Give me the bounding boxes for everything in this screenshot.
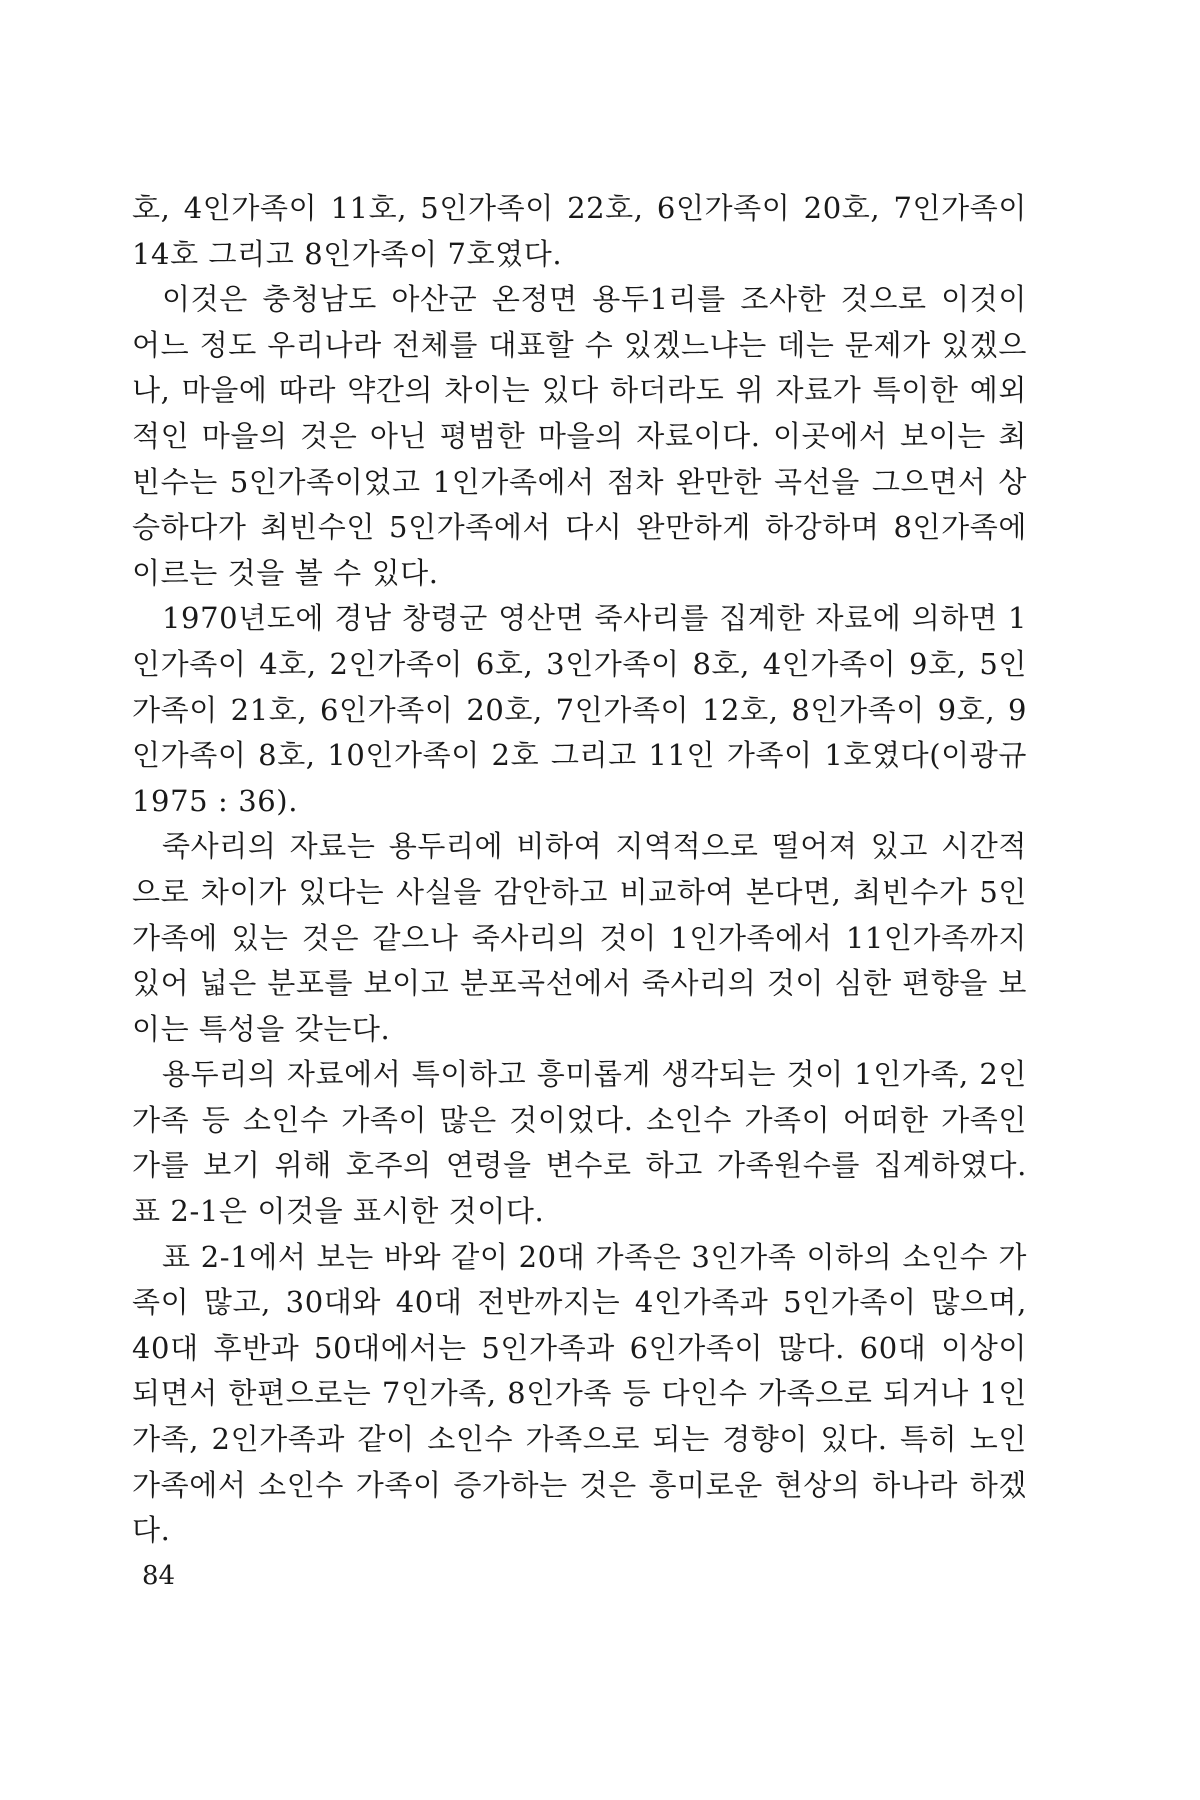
paragraph-4: 죽사리의 자료는 용두리에 비하여 지역적으로 떨어져 있고 시간적으로 차이가 있다는 사실을 감안하고 비교하여 본다면, 최빈수가 5인가족에 있는 것은 같으나 죽사리의 것이 1인가족에서 11인가족까지 있어 넓은 분포를 보이고 분포곡선에서 죽사리의 것이 심한 편향을 보이는 특성을 갖는다. bbox=[132, 829, 1027, 1046]
paragraph-3: 1970년도에 경남 창령군 영산면 죽사리를 집계한 자료에 의하면 1인가족이 4호, 2인가족이 6호, 3인가족이 8호, 4인가족이 9호, 5인가족이 21호, 6인가족이 20호, 7인가족이 12호, 8인가족이 9호, 9인가족이 8호, 10인가족이 2호 그리고 11인 가족이 1호였다(이광규 1975 : 36). bbox=[132, 601, 1027, 818]
paragraph-6: 표 2-1에서 보는 바와 같이 20대 가족은 3인가족 이하의 소인수 가족이 많고, 30대와 40대 전반까지는 4인가족과 5인가족이 많으며, 40대 후반과 50대에서는 5인가족과 6인가족이 많다. 60대 이상이 되면서 한편으로는 7인가족, 8인가족 등 다인수 가족으로 되거나 1인가족, 2인가족과 같이 소인수 가족으로 되는 경향이 있다. 특히 노인가족에서 소인수 가족이 증가하는 것은 흥미로운 현상의 하나라 하겠다. bbox=[132, 1239, 1027, 1548]
page-number: 84 bbox=[142, 1561, 176, 1591]
paragraph-1: 호, 4인가족이 11호, 5인가족이 22호, 6인가족이 20호, 7인가족이 14호 그리고 8인가족이 7호였다. bbox=[132, 191, 1027, 271]
paragraph-2: 이것은 충청남도 아산군 온정면 용두1리를 조사한 것으로 이것이 어느 정도 우리나라 전체를 대표할 수 있겠느냐는 데는 문제가 있겠으나, 마을에 따라 약간의 차이는 있다 하더라도 위 자료가 특이한 예외적인 마을의 것은 아닌 평범한 마을의 자료이다. 이곳에서 보이는 최빈수는 5인가족이었고 1인가족에서 점차 완만한 곡선을 그으면서 상승하다가 최빈수인 5인가족에서 다시 완만하게 하강하며 8인가족에 이르는 것을 볼 수 있다. bbox=[132, 282, 1027, 590]
body-text bbox=[132, 186, 1027, 1554]
paragraph-5: 용두리의 자료에서 특이하고 흥미롭게 생각되는 것이 1인가족, 2인가족 등 소인수 가족이 많은 것이었다. 소인수 가족이 어떠한 가족인가를 보기 위해 호주의 연령을 변수로 하고 가족원수를 집계하였다. 표 2-1은 이것을 표시한 것이다. bbox=[132, 1057, 1027, 1229]
